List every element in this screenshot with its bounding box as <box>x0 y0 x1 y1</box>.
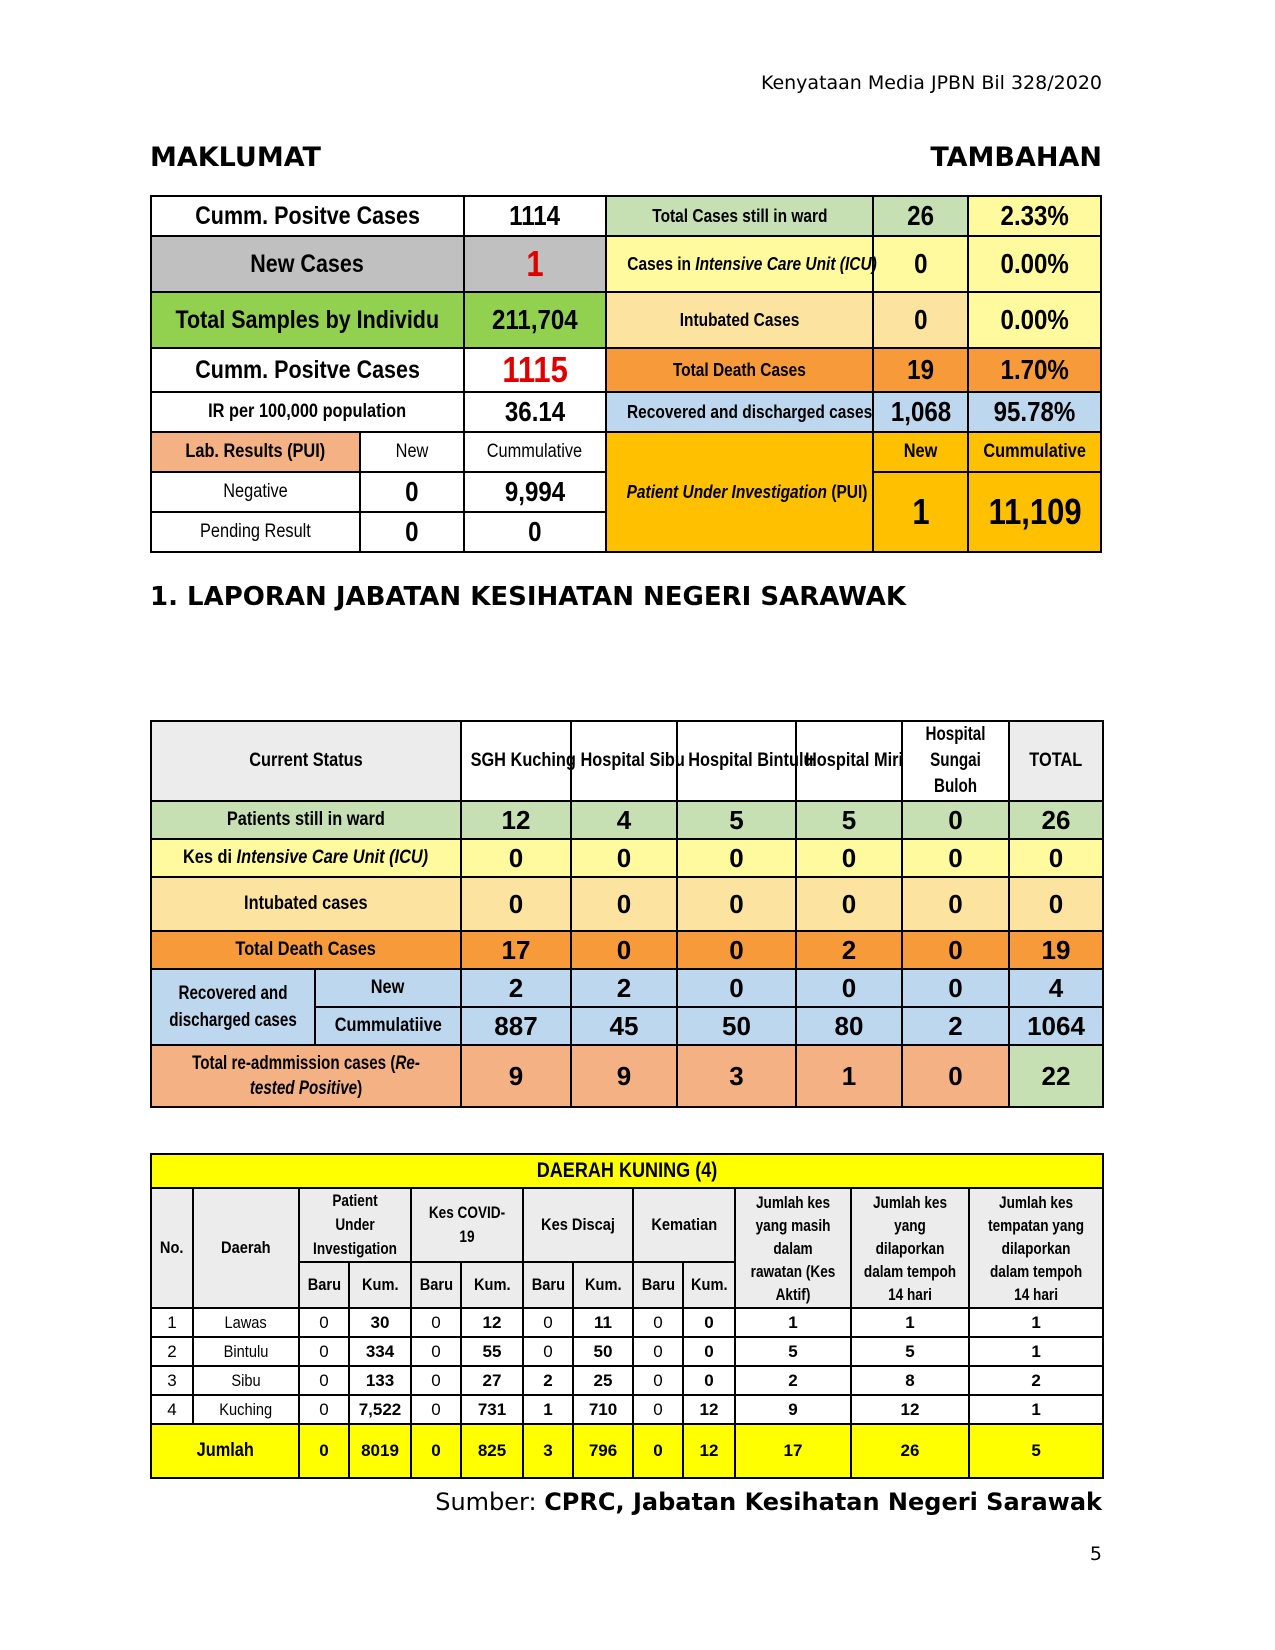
pui-new-value: 1 <box>873 472 968 552</box>
cell: 12 <box>683 1395 735 1424</box>
cell: 30 <box>349 1308 411 1337</box>
intubated-value: 0 <box>873 292 968 348</box>
cell: 0 <box>411 1308 461 1337</box>
cell: 710 <box>573 1395 633 1424</box>
cell: 0 <box>683 1337 735 1366</box>
table-row <box>151 1366 1103 1395</box>
cumm-positive-label-2: Cumm. Positve Cases <box>151 348 464 392</box>
col-hospital-sungai-buloh: Hospital Sungai Buloh <box>902 721 1009 801</box>
cell: 731 <box>461 1395 523 1424</box>
cell: 25 <box>573 1366 633 1395</box>
document-reference: Kenyataan Media JPBN Bil 328/2020 <box>760 72 1102 94</box>
header-baru: Baru <box>299 1262 349 1308</box>
total-row <box>151 1424 1103 1478</box>
ward-cell: 0 <box>902 801 1009 839</box>
total-cell: 26 <box>851 1424 969 1478</box>
cell: 1 <box>735 1308 851 1337</box>
cell: 9 <box>735 1395 851 1424</box>
recovered-new-cell: 0 <box>902 969 1009 1007</box>
summary-table <box>150 195 1102 553</box>
current-status-header: Current Status <box>151 721 461 801</box>
cell: 5 <box>851 1337 969 1366</box>
lab-results-label: Lab. Results (PUI) <box>151 432 360 472</box>
total-cell: 796 <box>573 1424 633 1478</box>
ward-cell: 12 <box>461 801 571 839</box>
cell-no: 3 <box>151 1366 193 1395</box>
total-label: Jumlah <box>151 1424 299 1478</box>
cell-no: 1 <box>151 1308 193 1337</box>
col-hospital-miri: Hospital Miri <box>796 721 902 801</box>
header-baru: Baru <box>633 1262 683 1308</box>
cell: 0 <box>411 1337 461 1366</box>
recovered-cum-cell: 887 <box>461 1007 571 1045</box>
intubated-cell: 0 <box>571 877 677 931</box>
death-cell: 19 <box>1009 931 1103 969</box>
row-ward-label: Patients still in ward <box>151 801 461 839</box>
cell: 334 <box>349 1337 411 1366</box>
negative-new: 0 <box>360 472 464 512</box>
cumm-positive-label-1: Cumm. Positve Cases <box>151 196 464 236</box>
intubated-cell: 0 <box>461 877 571 931</box>
row-death-label: Total Death Cases <box>151 931 461 969</box>
death-cell: 0 <box>902 931 1009 969</box>
intubated-pct: 0.00% <box>968 292 1101 348</box>
total-cell: 8019 <box>349 1424 411 1478</box>
icu-pct: 0.00% <box>968 236 1101 292</box>
readmission-cell: 0 <box>902 1045 1009 1107</box>
icu-label: Cases in Intensive Care Unit (ICU) <box>606 236 873 292</box>
pui-label: Patient Under Investigation (PUI) <box>606 432 873 552</box>
cell: 1 <box>969 1395 1103 1424</box>
header-baru: Baru <box>523 1262 573 1308</box>
cell: 2 <box>735 1366 851 1395</box>
ward-cell: 5 <box>796 801 902 839</box>
lab-cum-header: Cummulative <box>464 432 606 472</box>
lab-new-header: New <box>360 432 464 472</box>
cell: 27 <box>461 1366 523 1395</box>
pui-cum-value: 11,109 <box>968 472 1101 552</box>
intubated-cell: 0 <box>1009 877 1103 931</box>
recovered-cum-cell: 80 <box>796 1007 902 1045</box>
recovered-cum-cell: 2 <box>902 1007 1009 1045</box>
header-kum: Kum. <box>683 1262 735 1308</box>
row-icu-label: Kes di Intensive Care Unit (ICU) <box>151 839 461 877</box>
ward-pct: 2.33% <box>968 196 1101 236</box>
readmission-cell: 9 <box>461 1045 571 1107</box>
cell: 0 <box>523 1308 573 1337</box>
cell: 0 <box>633 1337 683 1366</box>
cell: 1 <box>969 1308 1103 1337</box>
section-title: 1. LAPORAN JABATAN KESIHATAN NEGERI SARAWAK <box>150 582 906 612</box>
hospital-status-table <box>150 720 1104 1108</box>
total-cell: 825 <box>461 1424 523 1478</box>
cell-no: 2 <box>151 1337 193 1366</box>
icu-cell: 0 <box>571 839 677 877</box>
cell: 133 <box>349 1366 411 1395</box>
col-total: TOTAL <box>1009 721 1103 801</box>
pending-cum: 0 <box>464 512 606 552</box>
cell-daerah: Sibu <box>193 1366 299 1395</box>
cell: 12 <box>461 1308 523 1337</box>
cell: 2 <box>969 1366 1103 1395</box>
daerah-kuning-table <box>150 1153 1104 1479</box>
cumm-positive-value-2: 1115 <box>464 348 606 392</box>
header-kum: Kum. <box>461 1262 523 1308</box>
total-cell: 5 <box>969 1424 1103 1478</box>
intubated-cell: 0 <box>677 877 796 931</box>
samples-label: Total Samples by Individu <box>151 292 464 348</box>
icu-cell: 0 <box>902 839 1009 877</box>
cell: 7,522 <box>349 1395 411 1424</box>
header-baru: Baru <box>411 1262 461 1308</box>
cell: 0 <box>299 1337 349 1366</box>
header-pui: Patient Under Investigation <box>299 1188 411 1262</box>
cell: 1 <box>523 1395 573 1424</box>
samples-value: 211,704 <box>464 292 606 348</box>
total-cell: 0 <box>299 1424 349 1478</box>
pending-label: Pending Result <box>151 512 360 552</box>
death-cell: 2 <box>796 931 902 969</box>
recovered-new-cell: 0 <box>677 969 796 1007</box>
source-note: Sumber: CPRC, Jabatan Kesihatan Negeri Sarawak <box>435 1488 1102 1516</box>
header-daerah: Daerah <box>193 1188 299 1308</box>
ward-cell: 5 <box>677 801 796 839</box>
page-number: 5 <box>1089 1543 1102 1565</box>
title-left: MAKLUMAT <box>150 142 321 173</box>
title-right: TAMBAHAN <box>930 142 1102 173</box>
cell-daerah: Bintulu <box>193 1337 299 1366</box>
death-cell: 0 <box>571 931 677 969</box>
ward-cell: 4 <box>571 801 677 839</box>
header-kematian: Kematian <box>633 1188 735 1262</box>
cell: 0 <box>523 1337 573 1366</box>
cell: 0 <box>633 1395 683 1424</box>
pui-cum-header: Cummulative <box>968 432 1101 472</box>
cell: 12 <box>851 1395 969 1424</box>
cell-daerah: Lawas <box>193 1308 299 1337</box>
table-row <box>151 1395 1103 1424</box>
recovered-new-cell: 2 <box>461 969 571 1007</box>
row-readmission-label: Total re-admmission cases (Re-tested Positive) <box>151 1045 461 1107</box>
table-row <box>151 1308 1103 1337</box>
cell: 0 <box>633 1308 683 1337</box>
total-cell: 17 <box>735 1424 851 1478</box>
total-cell: 0 <box>411 1424 461 1478</box>
header-kum: Kum. <box>349 1262 411 1308</box>
recovered-new-cell: 4 <box>1009 969 1103 1007</box>
cell: 55 <box>461 1337 523 1366</box>
ward-value: 26 <box>873 196 968 236</box>
death-value: 19 <box>873 348 968 392</box>
pending-new: 0 <box>360 512 464 552</box>
cell: 0 <box>299 1308 349 1337</box>
death-cell: 0 <box>677 931 796 969</box>
cell-no: 4 <box>151 1395 193 1424</box>
header-kes-covid: Kes COVID-19 <box>411 1188 523 1262</box>
cell-daerah: Kuching <box>193 1395 299 1424</box>
row-intubated-label: Intubated cases <box>151 877 461 931</box>
row-recovered-label: Recovered and discharged cases <box>151 969 315 1045</box>
cell: 1 <box>969 1337 1103 1366</box>
recovered-label: Recovered and discharged cases <box>606 392 873 432</box>
recovered-value: 1,068 <box>873 392 968 432</box>
readmission-cell: 1 <box>796 1045 902 1107</box>
recovered-pct: 95.78% <box>968 392 1101 432</box>
death-pct: 1.70% <box>968 348 1101 392</box>
icu-cell: 0 <box>677 839 796 877</box>
cell: 8 <box>851 1366 969 1395</box>
ir-value: 36.14 <box>464 392 606 432</box>
col-hospital-sibu: Hospital Sibu <box>571 721 677 801</box>
intubated-cell: 0 <box>796 877 902 931</box>
header-14-hari: Jumlah kes yang dilaporkan dalam tempoh 14 hari <box>851 1188 969 1308</box>
cell: 0 <box>683 1366 735 1395</box>
header-kes-discaj: Kes Discaj <box>523 1188 633 1262</box>
header-no: No. <box>151 1188 193 1308</box>
icu-cell: 0 <box>1009 839 1103 877</box>
total-cell: 3 <box>523 1424 573 1478</box>
col-hospital-bintulu: Hospital Bintulu <box>677 721 796 801</box>
icu-value: 0 <box>873 236 968 292</box>
readmission-cell: 3 <box>677 1045 796 1107</box>
death-label: Total Death Cases <box>606 348 873 392</box>
negative-label: Negative <box>151 472 360 512</box>
cell: 0 <box>683 1308 735 1337</box>
header-kes-aktif: Jumlah kes yang masih dalam rawatan (Kes Aktif) <box>735 1188 851 1308</box>
ir-label: IR per 100,000 population <box>151 392 464 432</box>
icu-cell: 0 <box>461 839 571 877</box>
ward-cell: 26 <box>1009 801 1103 839</box>
intubated-label: Intubated Cases <box>606 292 873 348</box>
cell: 1 <box>851 1308 969 1337</box>
death-cell: 17 <box>461 931 571 969</box>
cell: 50 <box>573 1337 633 1366</box>
cumm-positive-value-1: 1114 <box>464 196 606 236</box>
cell: 0 <box>299 1366 349 1395</box>
cell: 0 <box>411 1395 461 1424</box>
header-kum: Kum. <box>573 1262 633 1308</box>
total-cell: 0 <box>633 1424 683 1478</box>
pui-new-header: New <box>873 432 968 472</box>
cell: 11 <box>573 1308 633 1337</box>
new-cases-label: New Cases <box>151 236 464 292</box>
cell: 5 <box>735 1337 851 1366</box>
recovered-cum-cell: 1064 <box>1009 1007 1103 1045</box>
cell: 0 <box>299 1395 349 1424</box>
recovered-new-cell: 0 <box>796 969 902 1007</box>
new-cases-value: 1 <box>464 236 606 292</box>
recovered-cum-label: Cummulatiive <box>315 1007 461 1045</box>
negative-cum: 9,994 <box>464 472 606 512</box>
total-cell: 12 <box>683 1424 735 1478</box>
readmission-cell: 22 <box>1009 1045 1103 1107</box>
cell: 2 <box>523 1366 573 1395</box>
col-sgh-kuching: SGH Kuching <box>461 721 571 801</box>
recovered-new-label: New <box>315 969 461 1007</box>
header-tempatan: Jumlah kes tempatan yang dilaporkan dalam tempoh 14 hari <box>969 1188 1103 1308</box>
ward-label: Total Cases still in ward <box>606 196 873 236</box>
recovered-cum-cell: 50 <box>677 1007 796 1045</box>
intubated-cell: 0 <box>902 877 1009 931</box>
icu-cell: 0 <box>796 839 902 877</box>
readmission-cell: 9 <box>571 1045 677 1107</box>
cell: 0 <box>411 1366 461 1395</box>
recovered-new-cell: 2 <box>571 969 677 1007</box>
kuning-title: DAERAH KUNING (4) <box>151 1154 1103 1188</box>
recovered-cum-cell: 45 <box>571 1007 677 1045</box>
table-row <box>151 1337 1103 1366</box>
cell: 0 <box>633 1366 683 1395</box>
